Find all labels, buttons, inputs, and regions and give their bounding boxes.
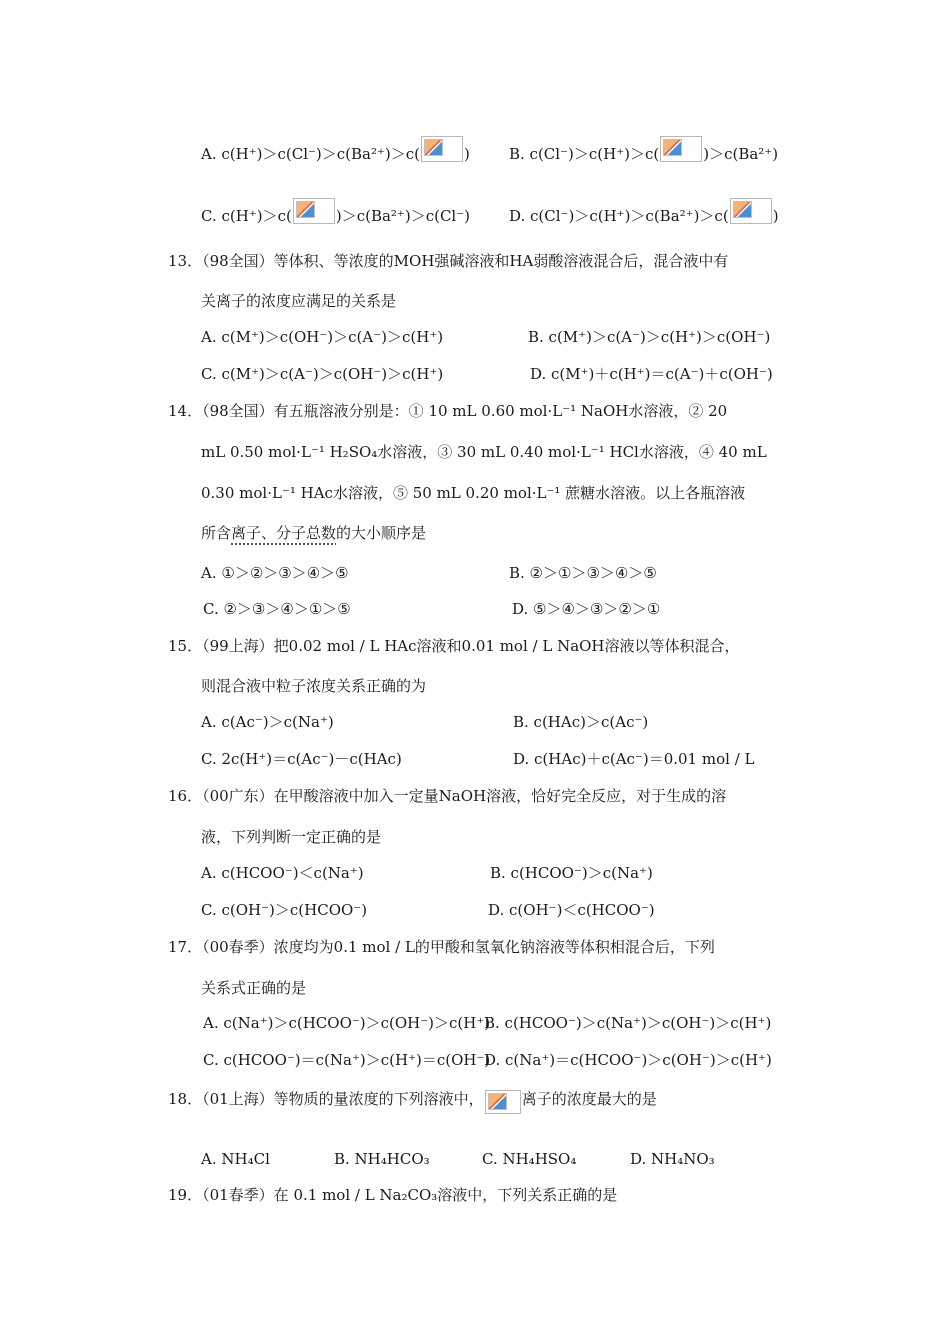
q17-stem-line2: 关系式正确的是 — [201, 979, 307, 997]
q16-stem-line2: 液，下列判断一定正确的是 — [201, 828, 382, 846]
q14-stem-line1: 14．（98全国）有五瓶溶液分别是：① 10 mL 0.60 mol·L⁻¹ NaOH水溶液，② 20 — [168, 402, 728, 420]
q14-stem-prefix: 所含 — [201, 524, 232, 542]
image-placeholder-icon — [485, 1090, 521, 1114]
q13-stem-line1: 13．（98全国）等体积、等浓度的MOH强碱溶液和HA弱酸溶液混合后，混合液中有 — [168, 252, 729, 270]
q18-stem-line1 — [168, 1089, 657, 1114]
q18-option-b: B. NH₄HCO₃ — [334, 1150, 430, 1168]
q14-stem-line2: mL 0.50 mol·L⁻¹ H₂SO₄水溶液，③ 30 mL 0.40 mol·L⁻¹ HCl水溶液，④ 40 mL — [201, 443, 767, 461]
q13-option-b: B. c(M⁺)＞c(A⁻)＞c(H⁺)＞c(OH⁻) — [528, 328, 771, 346]
q12-option-b — [509, 136, 778, 164]
q17-option-d: D. c(Na⁺)＝c(HCOO⁻)＞c(OH⁻)＞c(H⁺) — [484, 1051, 772, 1069]
q17-option-a: A. c(Na⁺)＞c(HCOO⁻)＞c(OH⁻)＞c(H⁺) — [203, 1014, 491, 1032]
q16-option-b: B. c(HCOO⁻)＞c(Na⁺) — [490, 864, 653, 882]
q12-option-c — [201, 198, 470, 226]
q16-option-c: C. c(OH⁻)＞c(HCOO⁻) — [201, 901, 368, 919]
q17-option-b: B. c(HCOO⁻)＞c(Na⁺)＞c(OH⁻)＞c(H⁺) — [484, 1014, 772, 1032]
q12-option-c-text: C. c(H⁺)＞c( — [201, 207, 292, 225]
q13-stem-line2: 关离子的浓度应满足的关系是 — [201, 292, 397, 310]
q16-option-a: A. c(HCOO⁻)＜c(Na⁺) — [201, 864, 364, 882]
q18-stem-tail: 离子的浓度最大的是 — [521, 1090, 657, 1108]
q13-option-d: D. c(M⁺)＋c(H⁺)＝c(A⁻)＋c(OH⁻) — [530, 365, 773, 383]
q12-option-d-text: D. c(Cl⁻)＞c(H⁺)＞c(Ba²⁺)＞c( — [509, 207, 729, 225]
q13-option-a: A. c(M⁺)＞c(OH⁻)＞c(A⁻)＞c(H⁺) — [201, 328, 444, 346]
q16-stem-line1: 16．（00广东）在甲酸溶液中加入一定量NaOH溶液，恰好完全反应，对于生成的溶 — [168, 787, 727, 805]
q16-option-d: D. c(OH⁻)＜c(HCOO⁻) — [488, 901, 655, 919]
q12-option-d: D. c(Cl⁻)＞c(H⁺)＞c(Ba²⁺)＞c( ) — [509, 198, 779, 226]
q15-stem-line1: 15．（99上海）把0.02 mol / L HAc溶液和0.01 mol / L NaOH溶液以等体积混合， — [168, 637, 740, 655]
q14-option-c: C. ②＞③＞④＞①＞⑤ — [203, 600, 351, 618]
q13-option-c: C. c(M⁺)＞c(A⁻)＞c(OH⁻)＞c(H⁺) — [201, 365, 444, 383]
q18-option-c: C. NH₄HSO₄ — [482, 1150, 577, 1168]
q15-option-a: A. c(Ac⁻)＞c(Na⁺) — [201, 713, 334, 731]
q14-stem-suffix: 的大小顺序是 — [336, 524, 427, 542]
q17-stem-line1: 17．（00春季）浓度均为0.1 mol / L的甲酸和氢氧化钠溶液等体积相混合后，下列 — [168, 938, 715, 956]
q12-option-a: A. c(H⁺)＞c(Cl⁻)＞c(Ba²⁺)＞c( ) — [201, 136, 470, 164]
image-placeholder-icon — [730, 198, 772, 224]
q14-option-d: D. ⑤＞④＞③＞②＞① — [512, 600, 661, 618]
q17-option-c: C. c(HCOO⁻)＝c(Na⁺)＞c(H⁺)＝c(OH⁻) — [203, 1051, 491, 1069]
q12-option-b-tail: )＞c(Ba²⁺) — [703, 145, 779, 163]
image-placeholder-icon — [660, 136, 702, 162]
q14-option-b: B. ②＞①＞③＞④＞⑤ — [509, 564, 657, 582]
q14-option-a: A. ①＞②＞③＞④＞⑤ — [201, 564, 349, 582]
q14-stem-emphasis: 离子、分子总数 — [231, 524, 337, 542]
q12-option-c-tail: )＞c(Ba²⁺)＞c(Cl⁻) — [335, 207, 470, 225]
q18-stem-text: 18．（01上海）等物质的量浓度的下列溶液中， — [168, 1090, 484, 1108]
image-placeholder-icon — [293, 198, 335, 224]
q18-option-a: A. NH₄Cl — [201, 1150, 270, 1168]
q12-option-b-text: B. c(Cl⁻)＞c(H⁺)＞c( — [509, 145, 660, 163]
q12-option-a-text: A. c(H⁺)＞c(Cl⁻)＞c(Ba²⁺)＞c( — [201, 145, 421, 163]
q15-option-b: B. c(HAc)＞c(Ac⁻) — [513, 713, 649, 731]
q15-stem-line2: 则混合液中粒子浓度关系正确的为 — [201, 677, 427, 695]
q15-option-c: C. 2c(H⁺)＝c(Ac⁻)－c(HAc) — [201, 750, 402, 768]
q14-stem-line3: 0.30 mol·L⁻¹ HAc水溶液，⑤ 50 mL 0.20 mol·L⁻¹ 蔗糖水溶液。以上各瓶溶液 — [201, 484, 746, 502]
image-placeholder-icon — [421, 136, 463, 162]
q14-stem-line4 — [201, 523, 426, 543]
q15-option-d: D. c(HAc)＋c(Ac⁻)＝0.01 mol / L — [513, 750, 755, 768]
q19-stem-line1: 19．（01春季）在 0.1 mol / L Na₂CO₃溶液中，下列关系正确的是 — [168, 1186, 618, 1204]
q18-option-d: D. NH₄NO₃ — [630, 1150, 715, 1168]
